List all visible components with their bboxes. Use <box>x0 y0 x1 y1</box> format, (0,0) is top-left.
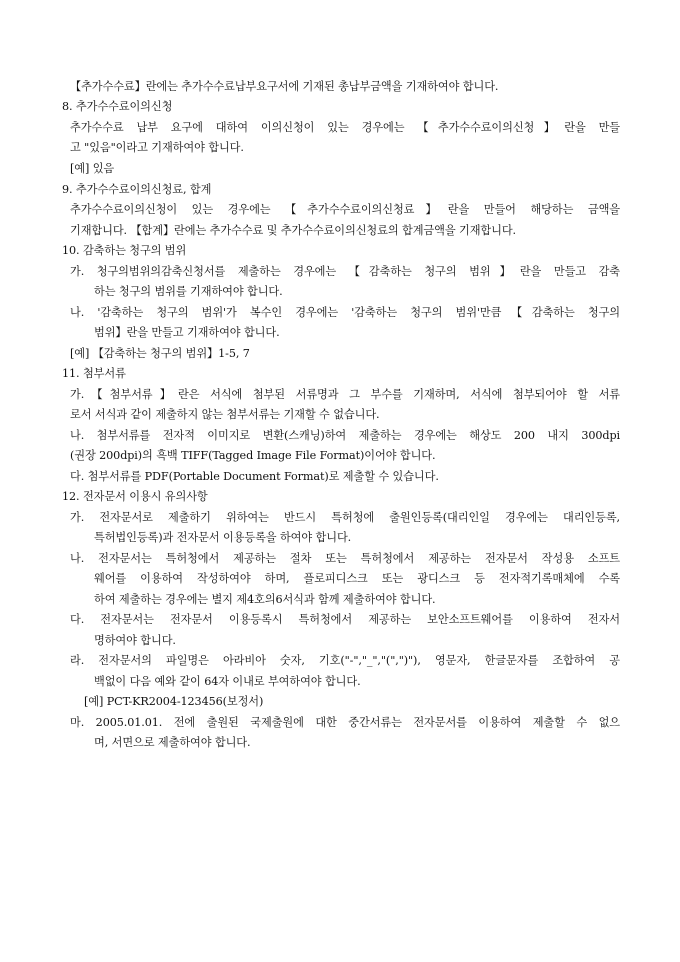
text-line: 나. 전자문서는 특허청에서 제공하는 절차 또는 특허청에서 제공하는 전자문서 작성용 소프트 <box>70 552 620 565</box>
text-line: 가.【첨부서류】란은 서식에 첨부된 서류명과 그 부수를 기재하며, 서식에 첨부되어야 할 서류 <box>70 388 620 401</box>
text-line: 범위】란을 만들고 기재하여야 합니다. <box>94 326 280 339</box>
text-line: 고 "있음"이라고 기재하여야 합니다. <box>70 141 244 154</box>
text-line: 나. '감축하는 청구의 범위'가 복수인 경우에는 '감축하는 청구의 범위'만큼【감축하는 청구의 <box>70 306 620 319</box>
text-line: 다. 전자문서는 전자문서 이용등록시 특허청에서 제공하는 보안소프트웨어를 이용하여 전자서 <box>70 613 620 626</box>
text-line: 나. 첨부서류를 전자적 이미지로 변환(스캐닝)하여 제출하는 경우에는 해상도 200 내지 300dpi <box>70 429 620 442</box>
text-line: 백없이 다음 예와 같이 64자 이내로 부여하여야 합니다. <box>94 675 361 688</box>
section-heading-12: 12. 전자문서 이용시 유의사항 <box>62 490 208 503</box>
text-line: 다. 첨부서류를 PDF(Portable Document Format)로 제출할 수 있습니다. <box>70 470 439 483</box>
text-line: 라. 전자문서의 파일명은 아라비아 숫자, 기호("-","_","(",")"), 영문자, 한글문자를 조합하여 공 <box>70 654 620 667</box>
text-line: 며, 서면으로 제출하여야 합니다. <box>94 736 251 749</box>
example-line: [예] 【감축하는 청구의 범위】1-5, 7 <box>70 347 250 360</box>
text-line: 추가수수료이의신청이 있는 경우에는 【추가수수료이의신청료】란을 만들어 해당하는 금액을 <box>70 203 620 216</box>
section-heading-10: 10. 감축하는 청구의 범위 <box>62 244 187 257</box>
text-line: 로서 서식과 같이 제출하지 않는 첨부서류는 기재할 수 없습니다. <box>70 408 380 421</box>
text-line: 마. 2005.01.01. 전에 출원된 국제출원에 대한 중간서류는 전자문서를 이용하여 제출할 수 없으 <box>70 716 620 729</box>
example-line: [예] 있음 <box>70 162 115 175</box>
text-line: 특허법인등록)과 전자문서 이용등록을 하여야 합니다. <box>94 531 352 544</box>
text-line: 가. 전자문서로 제출하기 위하여는 반드시 특허청에 출원인등록(대리인일 경우에는 대리인등록, <box>70 511 620 524</box>
text-line: 명하여야 합니다. <box>94 634 176 647</box>
section-heading-9: 9. 추가수수료이의신청료, 합계 <box>62 183 212 196</box>
example-line: [예] PCT-KR2004-123456(보정서) <box>84 695 264 708</box>
text-line: (권장 200dpi)의 흑백 TIFF(Tagged Image File Format)이어야 합니다. <box>70 449 436 462</box>
text-line: 가. 청구의범위의감축신청서를 제출하는 경우에는 【감축하는 청구의 범위】란을 만들고 감축 <box>70 265 620 278</box>
text-line: 【추가수수료】란에는 추가수수료납부요구서에 기재된 총납부금액을 기재하여야 합니다. <box>70 80 499 93</box>
text-line: 웨어를 이용하여 작성하여야 하며, 플로피디스크 또는 광디스크 등 전자적기록매체에 수록 <box>94 572 620 585</box>
text-line: 하여 제출하는 경우에는 별지 제4호의6서식과 함께 제출하여야 합니다. <box>94 593 436 606</box>
text-line: 기재합니다. 【합계】란에는 추가수수료 및 추가수수료이의신청료의 합계금액을 기재합니다. <box>70 224 516 237</box>
section-heading-11: 11. 첨부서류 <box>62 367 126 380</box>
text-line: 추가수수료 납부 요구에 대하여 이의신청이 있는 경우에는 【추가수수료이의신청】란을 만들 <box>70 121 620 134</box>
text-line: 하는 청구의 범위를 기재하여야 합니다. <box>94 285 283 298</box>
section-heading-8: 8. 추가수수료이의신청 <box>62 100 173 113</box>
